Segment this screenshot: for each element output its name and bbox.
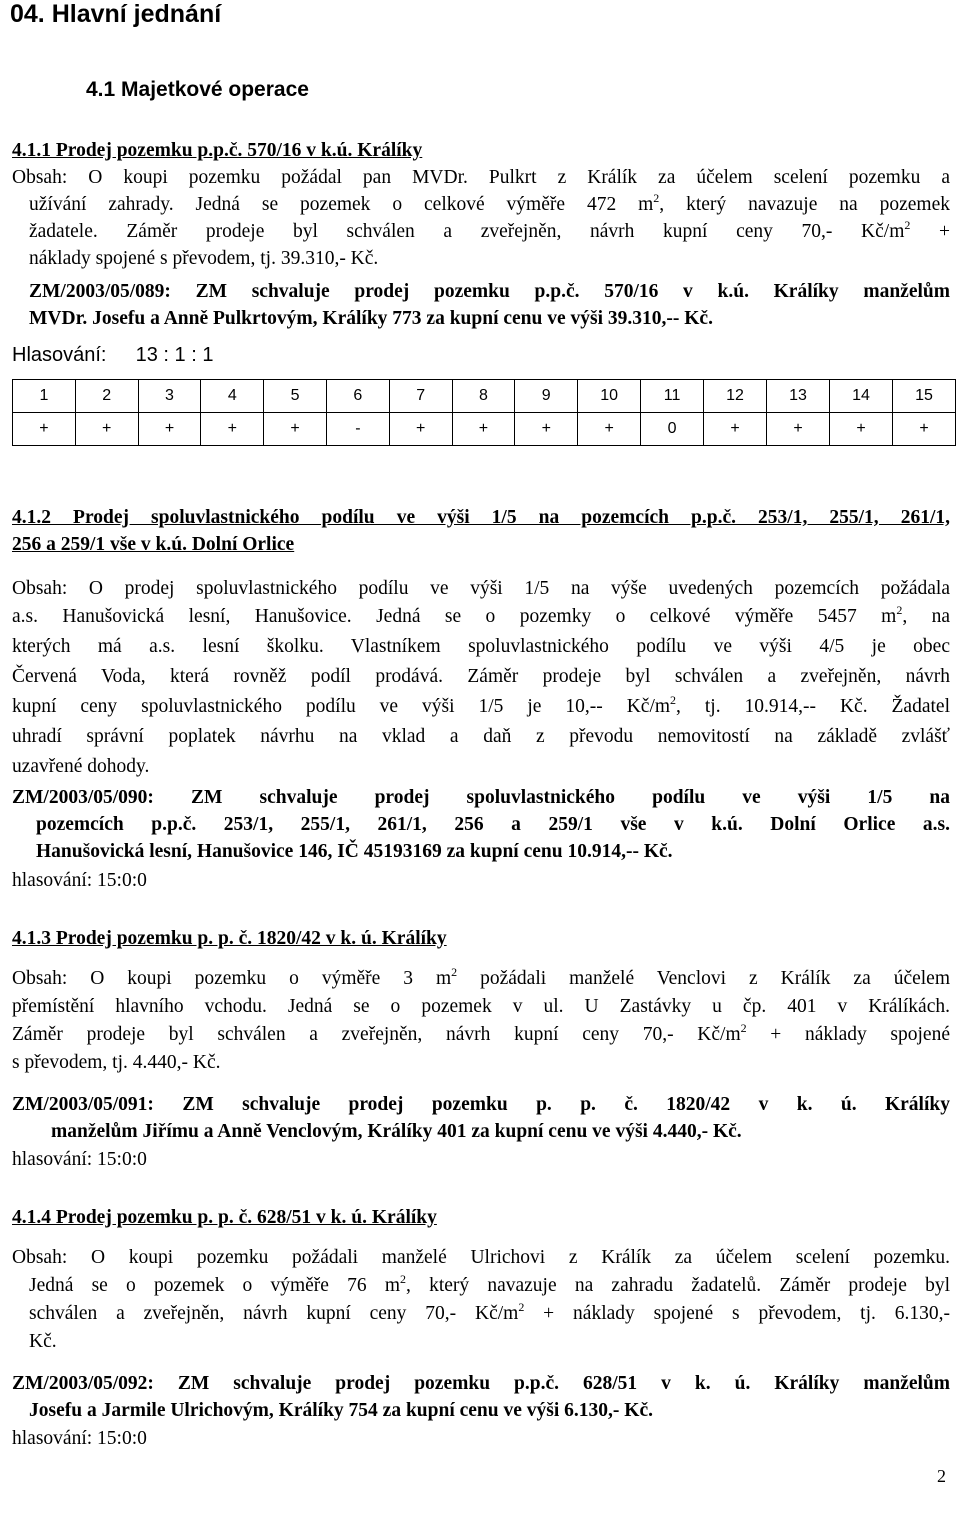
item2-content-line: Červená Voda, která rovněž podíl prodává. Záměr prodeje byl schválen a zveřejněn, návrh <box>12 666 950 687</box>
vote-member: 11 <box>641 380 704 413</box>
item3-resolution <box>12 1091 950 1145</box>
resolution-line: Josefu a Jarmile Ulrichovým, Králíky 754 za kupní cenu ve výši 6.130,- Kč. <box>29 1400 653 1421</box>
item1-content-line: Obsah: O koupi pozemku požádal pan MVDr. Pulkrt z Králík za účelem scelení pozemku a <box>12 167 950 188</box>
resolution-line: ZM/2003/05/091: ZM schvaluje prodej pozemku p. p. č. 1820/42 v k. ú. Králíky <box>12 1094 950 1115</box>
subsection-title: 4.1 Majetkové operace <box>86 78 309 101</box>
item3-heading: 4.1.3 Prodej pozemku p. p. č. 1820/42 v k. ú. Králíky <box>12 928 447 949</box>
item4-vote: hlasování: 15:0:0 <box>12 1428 147 1449</box>
vote-cell: + <box>830 413 893 446</box>
vote-member: 13 <box>767 380 830 413</box>
section-title: 04. Hlavní jednání <box>10 0 222 28</box>
item3-content-line: Obsah: O koupi pozemku o výměře 3 $m^2$ požádali manželé Venclovi z Králík za účelem <box>12 965 950 989</box>
item1-resolution <box>12 278 950 332</box>
item2-content-line: uzavřené dohody. <box>12 756 150 777</box>
resolution-line: MVDr. Josefu a Anně Pulkrtovým, Králíky 773 za kupní cenu ve výši 39.310,-- Kč. <box>29 308 713 329</box>
vote-member: 2 <box>75 380 138 413</box>
vote-cell: + <box>138 413 201 446</box>
vote-cell: + <box>201 413 264 446</box>
vote-member: 9 <box>515 380 578 413</box>
page-number: 2 <box>937 1466 946 1486</box>
vote-cell: + <box>515 413 578 446</box>
item4-content-line: Obsah: O koupi pozemku požádali manželé Ulrichovi z Králík za účelem scelení pozemku. <box>12 1247 950 1268</box>
item1-content-line: užívání zahrady. Jedná se pozemek o celkové výměře 472 $m^2$, který navazuje na pozemek <box>29 191 950 215</box>
vote-cell: - <box>326 413 389 446</box>
vote-cell: + <box>13 413 76 446</box>
vote-cell: + <box>578 413 641 446</box>
vote-cell: + <box>75 413 138 446</box>
vote-cell: + <box>892 413 955 446</box>
vote-member: 12 <box>704 380 767 413</box>
vote-member: 7 <box>389 380 452 413</box>
vote-member: 4 <box>201 380 264 413</box>
vote-table-votes-row <box>13 413 956 446</box>
item2-content-line: kterých má a.s. lesní školku. Vlastníkem spoluvlastnického podílu ve výši 4/5 je obec <box>12 636 950 657</box>
vote-member: 1 <box>13 380 76 413</box>
item2-content <box>12 575 950 782</box>
resolution-line: ZM/2003/05/092: ZM schvaluje prodej pozemku p.p.č. 628/51 v k. ú. Králíky manželům <box>12 1373 950 1394</box>
vote-result: 13 : 1 : 1 <box>135 344 214 366</box>
resolution-line: pozemcích p.p.č. 253/1, 255/1, 261/1, 256 a 259/1 vše v k.ú. Dolní Orlice a.s. <box>36 814 950 835</box>
vote-cell: + <box>389 413 452 446</box>
item2-resolution <box>12 784 950 865</box>
vote-cell: + <box>452 413 515 446</box>
item2-content-line: Obsah: O prodej spoluvlastnického podílu ve výši 1/5 na výše uvedených pozemcích požádala <box>12 578 950 599</box>
vote-cell: + <box>264 413 327 446</box>
resolution-line: manželům Jiřímu a Anně Venclovým, Králíky 401 za kupní cenu ve výši 4.440,- Kč. <box>51 1121 742 1142</box>
item1-heading: 4.1.1 Prodej pozemku p.p.č. 570/16 v k.ú. Králíky <box>12 140 423 161</box>
item3-vote: hlasování: 15:0:0 <box>12 1149 147 1170</box>
vote-member: 14 <box>830 380 893 413</box>
item4-content-line: Jedná se o pozemek o výměře 76 $m^2$, který navazuje na zahradu žadatelů. Záměr prodeje byl <box>29 1272 950 1296</box>
item3-content-line: přemístění hlavního vchodu. Jedná se o pozemek v ul. U Zastávky u čp. 401 v Králíkách. <box>12 996 950 1017</box>
vote-cell: + <box>767 413 830 446</box>
vote-member: 6 <box>326 380 389 413</box>
vote-table <box>12 379 956 446</box>
heading-line: 4.1.2 Prodej spoluvlastnického podílu ve výši 1/5 na pozemcích p.p.č. 253/1, 255/1, 261/1, <box>12 507 950 528</box>
vote-member: 5 <box>264 380 327 413</box>
heading-line: 256 a 259/1 vše v k.ú. Dolní Orlice <box>12 534 295 555</box>
item3-content <box>12 965 950 1077</box>
item2-vote: hlasování: 15:0:0 <box>12 870 147 891</box>
item4-content-line: Kč. <box>29 1331 57 1352</box>
resolution-line: ZM/2003/05/089: ZM schvaluje prodej pozemku p.p.č. 570/16 v k.ú. Králíky manželům <box>29 281 950 302</box>
item4-content-line: schválen a zveřejněn, návrh kupní ceny 70,- $Kč/m^2$ + náklady spojené s převodem, tj. 6.130,- <box>29 1300 950 1324</box>
item1-vote-summary <box>12 344 213 367</box>
resolution-line: Hanušovická lesní, Hanušovice 146, IČ 45193169 za kupní cenu 10.914,-- Kč. <box>36 841 673 862</box>
item1-content-line: náklady spojené s převodem, tj. 39.310,- Kč. <box>29 248 379 269</box>
item4-content <box>12 1244 950 1356</box>
vote-member: 10 <box>578 380 641 413</box>
item4-heading: 4.1.4 Prodej pozemku p. p. č. 628/51 v k. ú. Králíky <box>12 1207 437 1228</box>
item3-content-line: Záměr prodeje byl schválen a zveřejněn, návrh kupní ceny 70,- $Kč/m^2$ + náklady spojené <box>12 1021 950 1045</box>
vote-label: Hlasování: <box>12 344 107 366</box>
vote-member: 3 <box>138 380 201 413</box>
item2-content-line: a.s. Hanušovická lesní, Hanušovice. Jedná se o pozemky o celkové výměře 5457 $m^2$, na <box>12 603 951 627</box>
item4-resolution <box>12 1370 950 1424</box>
item1-content <box>12 164 950 272</box>
item3-content-line: s převodem, tj. 4.440,- Kč. <box>12 1052 221 1073</box>
vote-table-members-row <box>13 380 956 413</box>
vote-member: 8 <box>452 380 515 413</box>
item2-heading <box>12 504 950 558</box>
resolution-line: ZM/2003/05/090: ZM schvaluje prodej spoluvlastnického podílu ve výši 1/5 na <box>12 787 950 808</box>
vote-cell: + <box>704 413 767 446</box>
vote-member: 15 <box>892 380 955 413</box>
vote-cell: 0 <box>641 413 704 446</box>
item1-content-line: žadatele. Záměr prodeje byl schválen a zveřejněn, návrh kupní ceny 70,- $Kč/m^2$ + <box>29 218 951 242</box>
item2-content-line: uhradí správní poplatek návrhu na vklad a daň z převodu nemovitostí na základě zvlášť <box>12 726 950 747</box>
item2-content-line: kupní ceny spoluvlastnického podílu ve výši 1/5 je 10,-- $Kč/m^2$, tj. 10.914,-- Kč. Žadatel <box>12 693 950 717</box>
